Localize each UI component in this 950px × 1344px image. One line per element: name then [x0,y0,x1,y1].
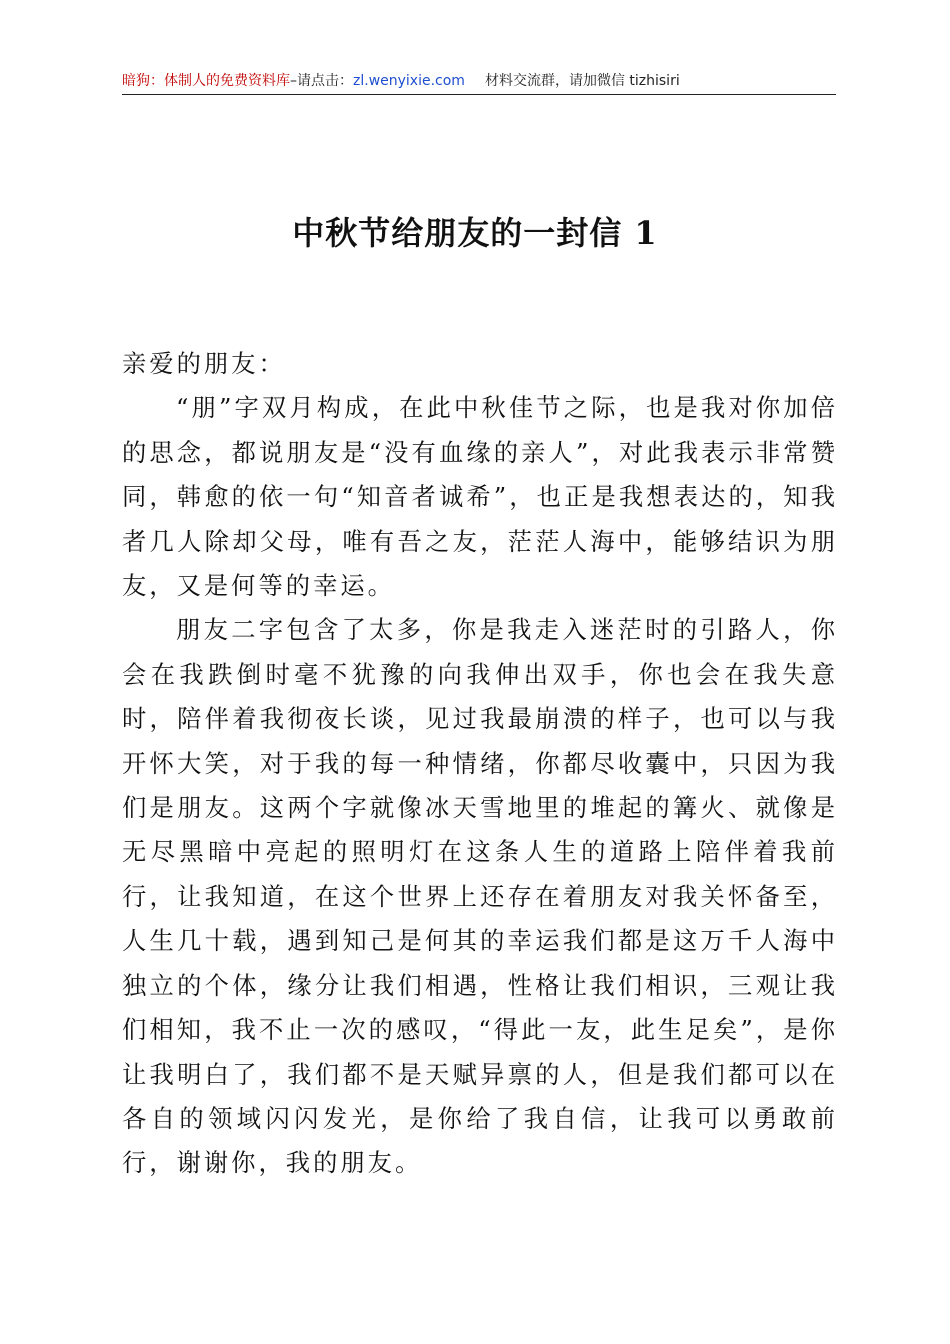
header-site-name: 暗狗：体制人的免费资料库 [122,73,290,89]
page-header [122,70,836,92]
header-prompt: –请点击： [290,73,353,89]
document-body [122,342,838,1186]
paragraph-1: “朋”字双月构成，在此中秋佳节之际，也是我对你加倍的思念，都说朋友是“没有血缘的亲人”，对此我表示非常赞同，韩愈的依一句“知音者诚希”，也正是我想表达的，知我者几人除却父母，唯有吾之友，茫茫人海中，能够结识为朋友，又是何等的幸运。 [122,393,838,601]
header-contact: 材料交流群，请加微信 tizhisiri [484,73,680,89]
header-link[interactable]: zl.wenyixie.com [353,73,465,89]
header-divider [122,94,836,95]
document-title: 中秋节给朋友的一封信 1 [292,214,658,252]
paragraph-2: 朋友二字包含了太多，你是我走入迷茫时的引路人，你会在我跌倒时毫不犹豫的向我伸出双手，你也会在我失意时，陪伴着我彻夜长谈，见过我最崩溃的样子，也可以与我开怀大笑，对于我的每一种情绪，你都尽收囊中，只因为我们是朋友。这两个字就像冰天雪地里的堆起的篝火、就像是无尽黑暗中亮起的照明灯在这条人生的道路上陪伴着我前行，让我知道，在这个世界上还存在着朋友对我关怀备至，人生几十载，遇到知己是何其的幸运我们都是这万千人海中独立的个体，缘分让我们相遇，性格让我们相识，三观让我们相知，我不止一次的感叹，“得此一友，此生足矣”，是你让我明白了，我们都不是天赋异禀的人，但是我们都可以在各自的领域闪闪发光，是你给了我自信，让我可以勇敢前行，谢谢你，我的朋友。 [122,615,838,1178]
salutation: 亲爱的朋友： [122,349,286,378]
